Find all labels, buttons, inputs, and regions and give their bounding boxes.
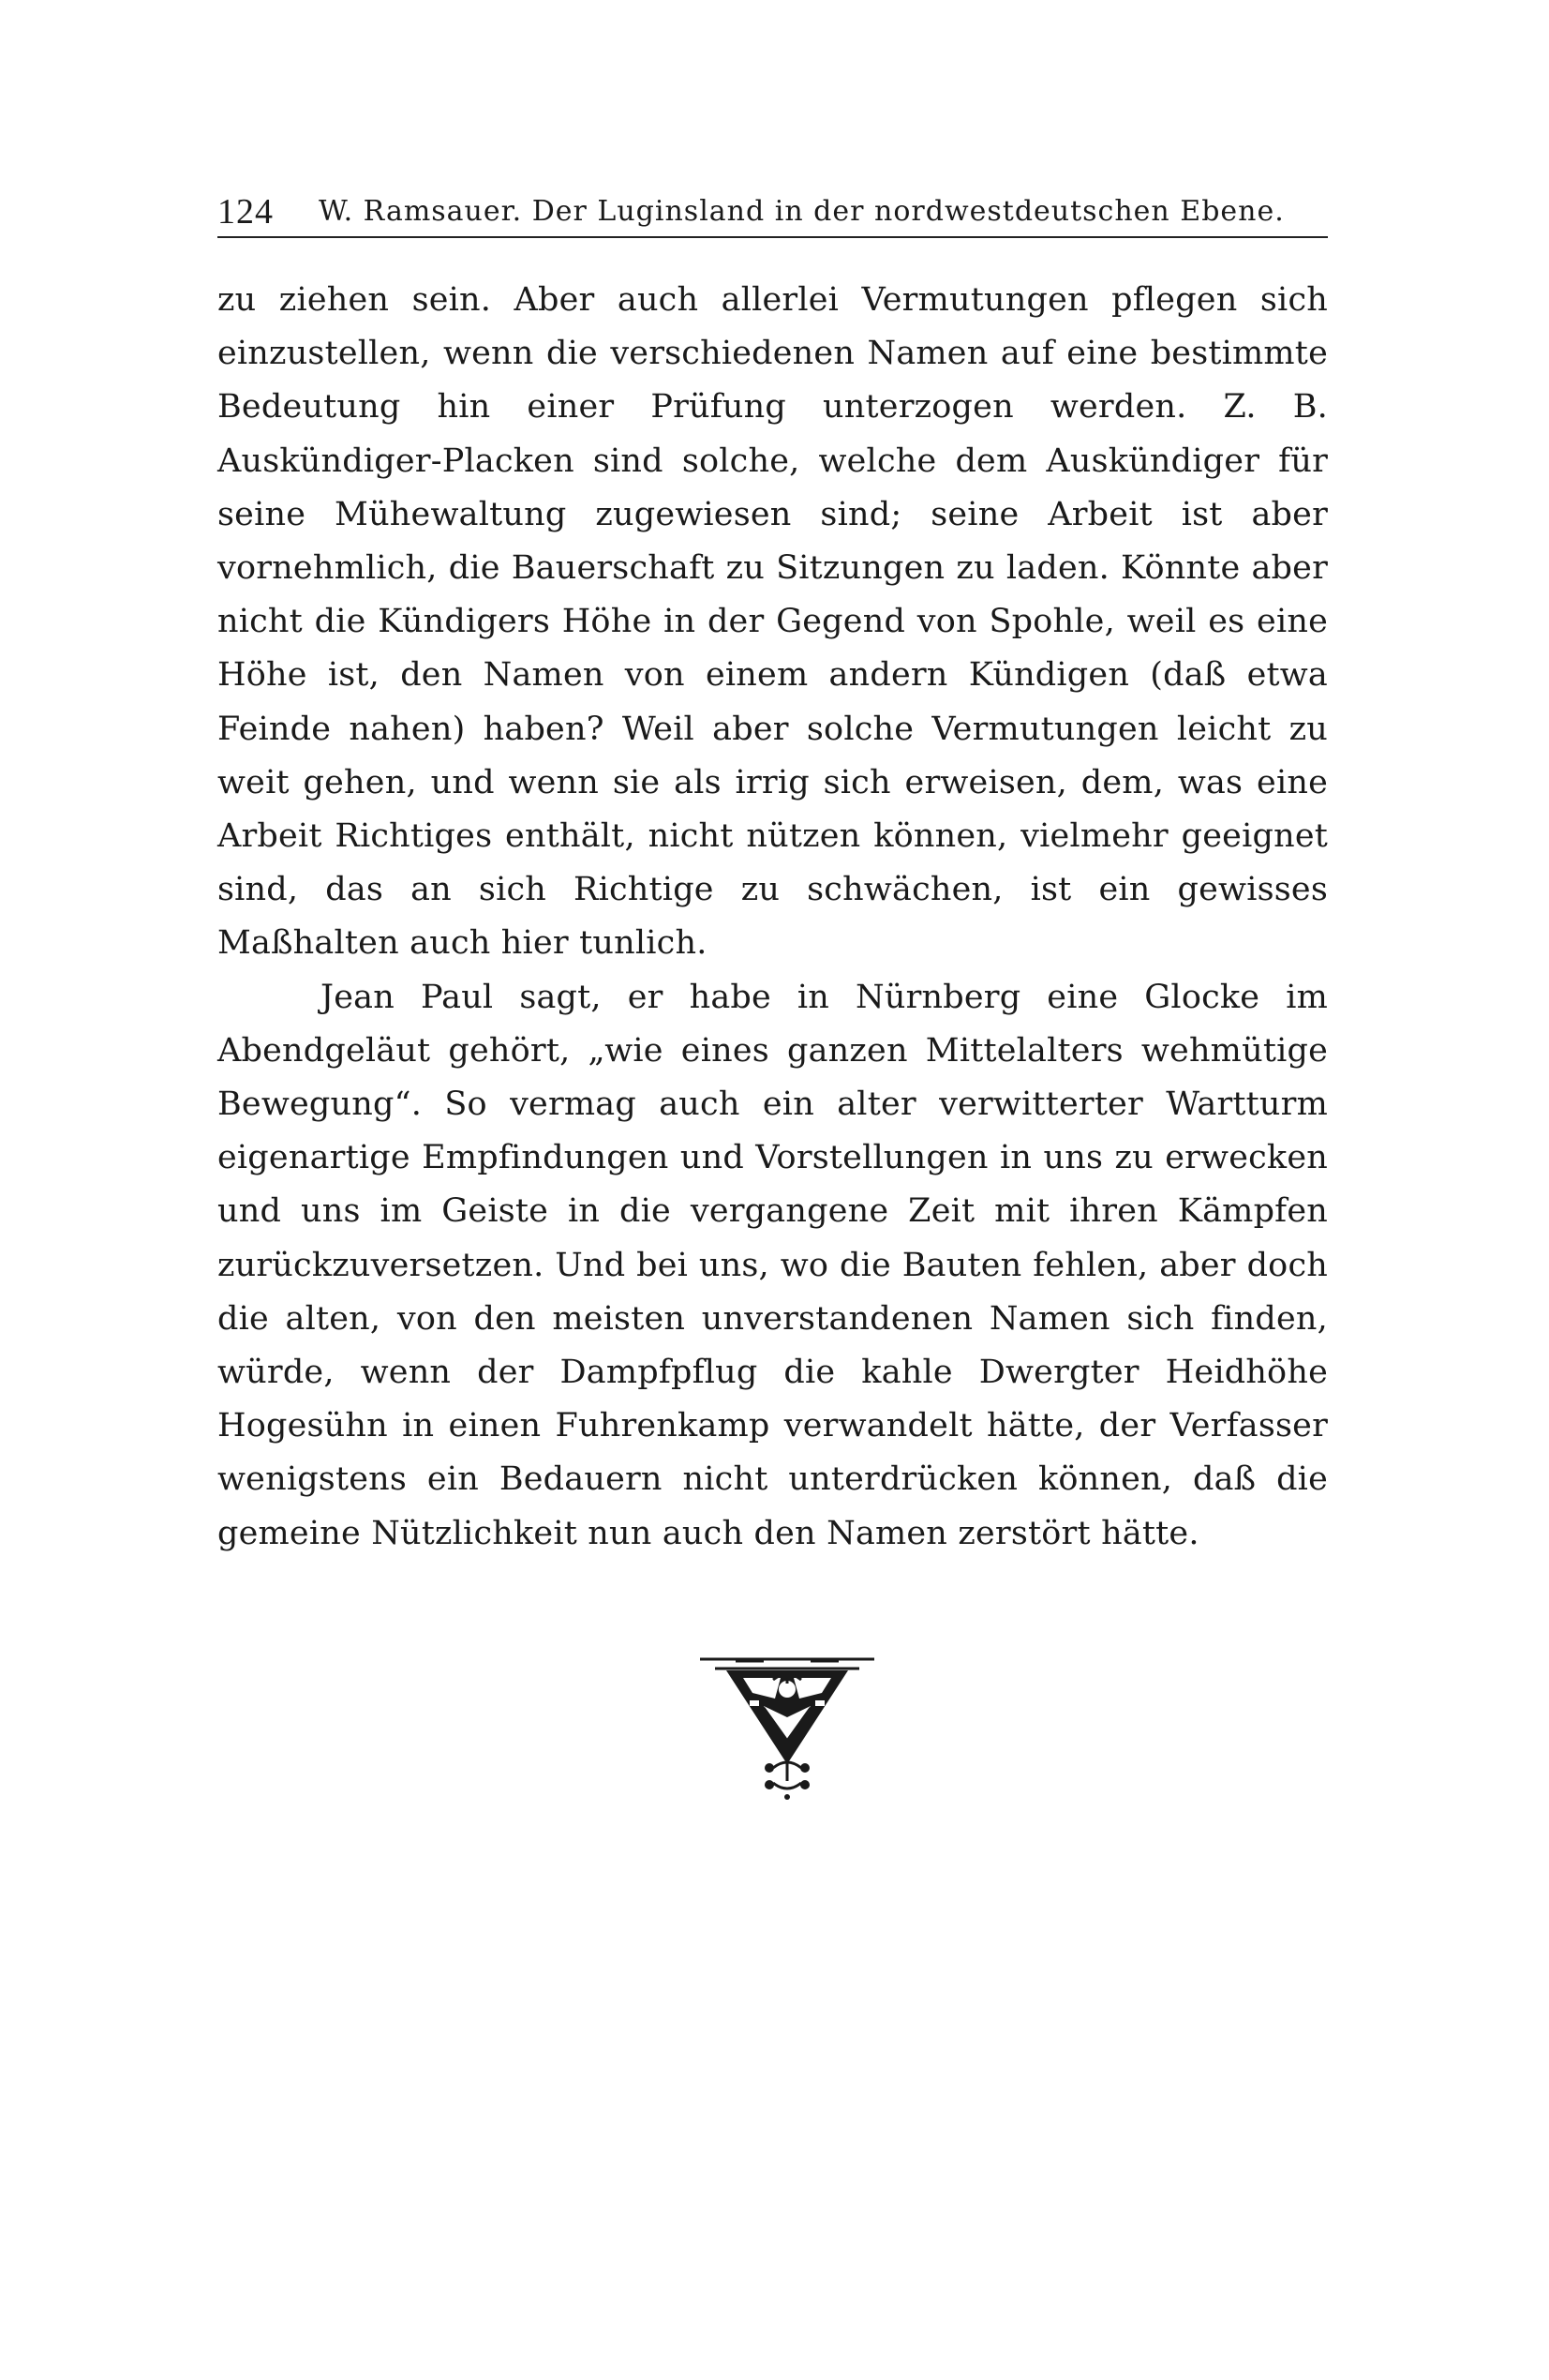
paragraph-2: Jean Paul sagt, er habe in Nürnberg eine Glocke im Abendgeläut gehört, „wie eines ganzen Mittelalters wehmütige Bewegung“. So vermag auch ein alter verwitterter Wartturm eigenartige Empfindungen und Vorstellungen in uns zu erwecken und uns im Geiste in die vergangene Zeit mit ihren Kämpfen zurückzuversetzen. Und bei uns, wo die Bauten fehlen, aber doch die alten, von den meisten unverstandenen Namen sich finden, würde, wenn der Dampfpflug die kahle Dwergter Heidhöhe Hogesühn in einen Fuhrenkamp verwandelt hätte, der Verfasser wenigstens ein Bedauern nicht unterdrücken können, daß die gemeine Nützlichkeit nun auch den Namen zerstört hätte. <box>217 978 1328 1552</box>
running-head: W. Ramsauer. Der Luginsland in der nordwestdeutschen Ebene. <box>319 195 1285 228</box>
page-number: 124 <box>217 192 274 232</box>
decorative-tailpiece-ornament-icon <box>698 1652 876 1802</box>
body-text <box>217 274 1328 1561</box>
page-header <box>217 180 1328 238</box>
paragraph-1: zu ziehen sein. Aber auch allerlei Vermutungen pflegen sich einzustellen, wenn die verschiedenen Namen auf eine bestimmte Bedeutung hin einer Prüfung unterzogen werden. Z. B. Auskündiger-Placken sind solche, welche dem Auskündiger für seine Mühewaltung zugewiesen sind; seine Arbeit ist aber vornehmlich, die Bauerschaft zu Sitzungen zu laden. Könnte aber nicht die Kündigers Höhe in der Gegend von Spohle, weil es eine Höhe ist, den Namen von einem andern Kündigen (daß etwa Feinde nahen) haben? Weil aber solche Vermutungen leicht zu weit gehen, und wenn sie als irrig sich erweisen, dem, was eine Arbeit Richtiges enthält, nicht nützen können, vielmehr geeignet sind, das an sich Richtige zu schwächen, ist ein gewisses Maßhalten auch hier tunlich. <box>217 281 1328 963</box>
